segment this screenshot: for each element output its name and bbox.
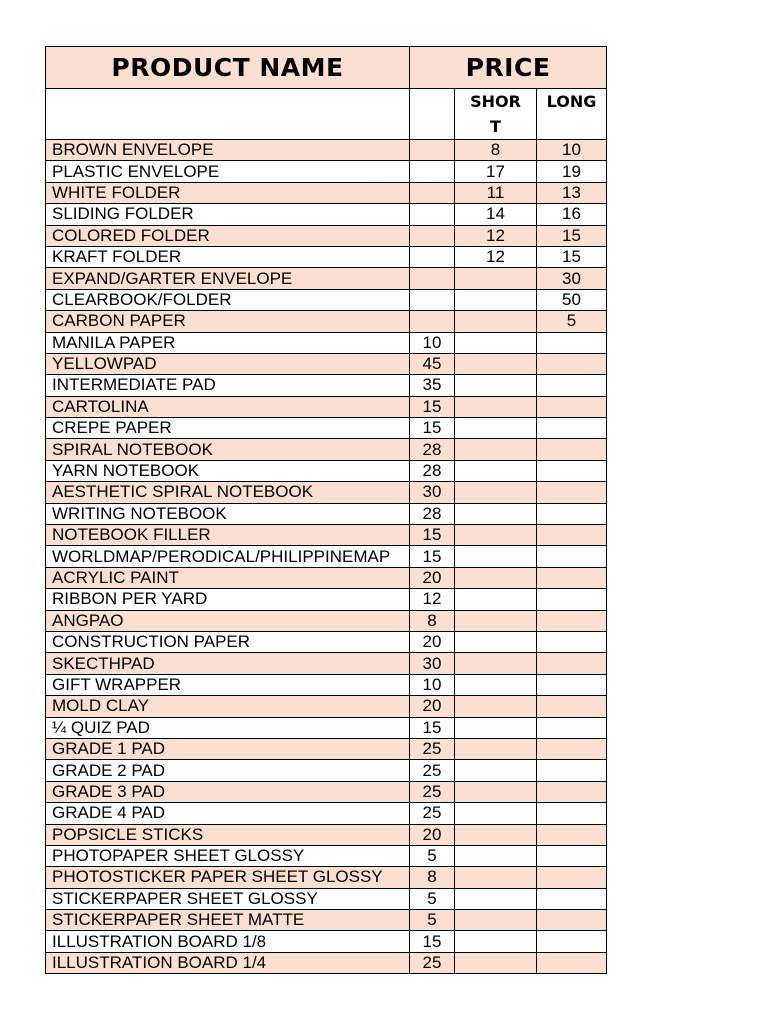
price-cell: 15 <box>410 546 455 567</box>
price-cell: 30 <box>410 482 455 503</box>
product-name-cell: CREPE PAPER <box>46 418 410 439</box>
short-price-cell <box>455 546 537 567</box>
short-price-cell <box>455 268 537 289</box>
product-name-cell: MANILA PAPER <box>46 332 410 353</box>
short-price-cell <box>455 824 537 845</box>
short-price-cell <box>455 482 537 503</box>
long-price-cell <box>537 717 607 738</box>
long-price-cell: 5 <box>537 311 607 332</box>
short-price-cell <box>455 760 537 781</box>
long-price-cell <box>537 503 607 524</box>
product-name-cell: CONSTRUCTION PAPER <box>46 631 410 652</box>
short-price-cell <box>455 332 537 353</box>
long-price-cell: 19 <box>537 161 607 182</box>
table-row <box>46 589 607 610</box>
short-price-cell: 12 <box>455 225 537 246</box>
product-name-cell: KRAFT FOLDER <box>46 246 410 267</box>
product-name-cell: YARN NOTEBOOK <box>46 460 410 481</box>
short-price-cell <box>455 289 537 310</box>
price-cell: 8 <box>410 867 455 888</box>
long-price-cell <box>537 696 607 717</box>
product-name-cell: GIFT WRAPPER <box>46 674 410 695</box>
product-name-cell: ILLUSTRATION BOARD 1/8 <box>46 931 410 952</box>
short-price-cell <box>455 781 537 802</box>
table-row <box>46 332 607 353</box>
price-cell <box>410 140 455 161</box>
long-price-cell <box>537 867 607 888</box>
table-row <box>46 375 607 396</box>
long-price-cell: 16 <box>537 204 607 225</box>
price-list-table <box>45 46 607 974</box>
table-row <box>46 396 607 417</box>
long-header: LONG <box>537 89 607 140</box>
table-row <box>46 738 607 759</box>
short-price-cell <box>455 931 537 952</box>
table-row <box>46 289 607 310</box>
product-name-cell: WHITE FOLDER <box>46 182 410 203</box>
price-cell: 10 <box>410 332 455 353</box>
table-row <box>46 482 607 503</box>
price-cell: 25 <box>410 781 455 802</box>
product-name-cell: PHOTOSTICKER PAPER SHEET GLOSSY <box>46 867 410 888</box>
table-row <box>46 546 607 567</box>
product-name-cell: ACRYLIC PAINT <box>46 567 410 588</box>
long-price-cell <box>537 674 607 695</box>
product-name-cell: ILLUSTRATION BOARD 1/4 <box>46 952 410 973</box>
long-price-cell <box>537 653 607 674</box>
product-name-cell: CARTOLINA <box>46 396 410 417</box>
price-cell: 20 <box>410 631 455 652</box>
long-price-cell <box>537 781 607 802</box>
product-name-cell: WRITING NOTEBOOK <box>46 503 410 524</box>
short-price-cell <box>455 888 537 909</box>
table-row <box>46 225 607 246</box>
table-row <box>46 910 607 931</box>
table-row <box>46 717 607 738</box>
short-price-cell: 17 <box>455 161 537 182</box>
price-cell: 35 <box>410 375 455 396</box>
long-price-cell <box>537 910 607 931</box>
price-cell: 20 <box>410 567 455 588</box>
price-cell <box>410 225 455 246</box>
short-price-cell <box>455 653 537 674</box>
table-row <box>46 204 607 225</box>
blank-header-cell <box>46 89 410 140</box>
short-price-cell: 14 <box>455 204 537 225</box>
short-price-cell <box>455 311 537 332</box>
price-cell <box>410 311 455 332</box>
long-price-cell <box>537 418 607 439</box>
table-row <box>46 311 607 332</box>
short-price-cell <box>455 503 537 524</box>
price-cell <box>410 182 455 203</box>
price-cell: 25 <box>410 952 455 973</box>
table-row <box>46 824 607 845</box>
short-price-cell <box>455 738 537 759</box>
product-name-cell: GRADE 4 PAD <box>46 803 410 824</box>
product-name-cell: RIBBON PER YARD <box>46 589 410 610</box>
long-price-cell <box>537 631 607 652</box>
short-price-cell <box>455 439 537 460</box>
table-row <box>46 610 607 631</box>
table-row <box>46 631 607 652</box>
short-price-cell <box>455 610 537 631</box>
table-row <box>46 674 607 695</box>
product-name-cell: GRADE 2 PAD <box>46 760 410 781</box>
long-price-cell <box>537 738 607 759</box>
price-cell: 20 <box>410 824 455 845</box>
price-cell: 28 <box>410 460 455 481</box>
price-cell: 25 <box>410 803 455 824</box>
long-price-cell <box>537 845 607 866</box>
long-price-cell: 10 <box>537 140 607 161</box>
long-price-cell <box>537 375 607 396</box>
product-name-cell: CARBON PAPER <box>46 311 410 332</box>
product-name-cell: PHOTOPAPER SHEET GLOSSY <box>46 845 410 866</box>
product-name-cell: GRADE 1 PAD <box>46 738 410 759</box>
long-price-cell <box>537 353 607 374</box>
price-cell <box>410 161 455 182</box>
product-name-cell: EXPAND/GARTER ENVELOPE <box>46 268 410 289</box>
short-price-cell <box>455 952 537 973</box>
long-price-cell: 15 <box>537 246 607 267</box>
long-price-cell <box>537 952 607 973</box>
long-price-cell <box>537 931 607 952</box>
price-cell: 15 <box>410 931 455 952</box>
table-row <box>46 525 607 546</box>
price-cell: 15 <box>410 396 455 417</box>
product-name-cell: SLIDING FOLDER <box>46 204 410 225</box>
table-row <box>46 353 607 374</box>
price-cell: 15 <box>410 525 455 546</box>
product-name-cell: INTERMEDIATE PAD <box>46 375 410 396</box>
price-cell: 10 <box>410 674 455 695</box>
header-row <box>46 47 607 89</box>
table-row <box>46 952 607 973</box>
long-price-cell <box>537 460 607 481</box>
price-cell: 5 <box>410 888 455 909</box>
short-price-cell <box>455 418 537 439</box>
short-price-cell <box>455 525 537 546</box>
short-price-cell <box>455 353 537 374</box>
long-price-cell: 15 <box>537 225 607 246</box>
product-name-cell: YELLOWPAD <box>46 353 410 374</box>
short-price-cell <box>455 589 537 610</box>
long-price-cell <box>537 567 607 588</box>
table-row <box>46 931 607 952</box>
price-list-body <box>46 47 607 974</box>
product-name-cell: STICKERPAPER SHEET MATTE <box>46 910 410 931</box>
size-header-row <box>46 89 607 140</box>
table-row <box>46 140 607 161</box>
price-cell <box>410 204 455 225</box>
table-row <box>46 246 607 267</box>
table-row <box>46 567 607 588</box>
table-row <box>46 460 607 481</box>
price-cell: 15 <box>410 717 455 738</box>
short-price-cell <box>455 803 537 824</box>
product-name-cell: CLEARBOOK/FOLDER <box>46 289 410 310</box>
short-price-cell <box>455 910 537 931</box>
table-row <box>46 696 607 717</box>
product-name-cell: SPIRAL NOTEBOOK <box>46 439 410 460</box>
price-cell: 5 <box>410 845 455 866</box>
long-price-cell <box>537 760 607 781</box>
price-header: PRICE <box>410 47 607 89</box>
short-header: SHORT <box>455 89 537 140</box>
table-row <box>46 439 607 460</box>
product-name-cell: WORLDMAP/PERODICAL/PHILIPPINEMAP <box>46 546 410 567</box>
product-name-header: PRODUCT NAME <box>46 47 410 89</box>
price-cell: 45 <box>410 353 455 374</box>
long-price-cell <box>537 546 607 567</box>
product-name-cell: NOTEBOOK FILLER <box>46 525 410 546</box>
product-name-cell: GRADE 3 PAD <box>46 781 410 802</box>
short-price-cell <box>455 717 537 738</box>
table-row <box>46 268 607 289</box>
short-price-cell: 11 <box>455 182 537 203</box>
long-price-cell: 30 <box>537 268 607 289</box>
price-cell: 5 <box>410 910 455 931</box>
long-price-cell: 50 <box>537 289 607 310</box>
product-name-cell: ¼ QUIZ PAD <box>46 717 410 738</box>
product-name-cell: SKECTHPAD <box>46 653 410 674</box>
product-name-cell: COLORED FOLDER <box>46 225 410 246</box>
price-cell <box>410 289 455 310</box>
product-name-cell: POPSICLE STICKS <box>46 824 410 845</box>
short-price-cell <box>455 696 537 717</box>
short-price-cell <box>455 845 537 866</box>
table-row <box>46 867 607 888</box>
price-cell: 28 <box>410 503 455 524</box>
price-cell: 25 <box>410 738 455 759</box>
long-price-cell <box>537 332 607 353</box>
short-price-cell: 8 <box>455 140 537 161</box>
long-price-cell <box>537 824 607 845</box>
product-name-cell: PLASTIC ENVELOPE <box>46 161 410 182</box>
table-row <box>46 781 607 802</box>
short-price-cell <box>455 674 537 695</box>
long-price-cell <box>537 439 607 460</box>
long-price-cell <box>537 396 607 417</box>
table-row <box>46 161 607 182</box>
long-price-cell: 13 <box>537 182 607 203</box>
product-name-cell: AESTHETIC SPIRAL NOTEBOOK <box>46 482 410 503</box>
price-cell: 15 <box>410 418 455 439</box>
long-price-cell <box>537 525 607 546</box>
table-row <box>46 653 607 674</box>
product-name-cell: BROWN ENVELOPE <box>46 140 410 161</box>
table-row <box>46 803 607 824</box>
table-row <box>46 760 607 781</box>
long-price-cell <box>537 482 607 503</box>
product-name-cell: STICKERPAPER SHEET GLOSSY <box>46 888 410 909</box>
short-price-cell <box>455 631 537 652</box>
product-name-cell: MOLD CLAY <box>46 696 410 717</box>
table-row <box>46 418 607 439</box>
price-cell: 12 <box>410 589 455 610</box>
table-row <box>46 503 607 524</box>
long-price-cell <box>537 610 607 631</box>
short-price-cell <box>455 375 537 396</box>
price-cell: 20 <box>410 696 455 717</box>
short-price-cell: 12 <box>455 246 537 267</box>
short-price-cell <box>455 567 537 588</box>
price-cell: 25 <box>410 760 455 781</box>
blank-price-header-cell <box>410 89 455 140</box>
price-cell: 8 <box>410 610 455 631</box>
long-price-cell <box>537 803 607 824</box>
price-cell: 30 <box>410 653 455 674</box>
table-row <box>46 888 607 909</box>
price-cell <box>410 246 455 267</box>
short-price-cell <box>455 867 537 888</box>
price-cell: 28 <box>410 439 455 460</box>
table-row <box>46 182 607 203</box>
short-price-cell <box>455 396 537 417</box>
table-row <box>46 845 607 866</box>
long-price-cell <box>537 888 607 909</box>
price-cell <box>410 268 455 289</box>
long-price-cell <box>537 589 607 610</box>
short-price-cell <box>455 460 537 481</box>
product-name-cell: ANGPAO <box>46 610 410 631</box>
